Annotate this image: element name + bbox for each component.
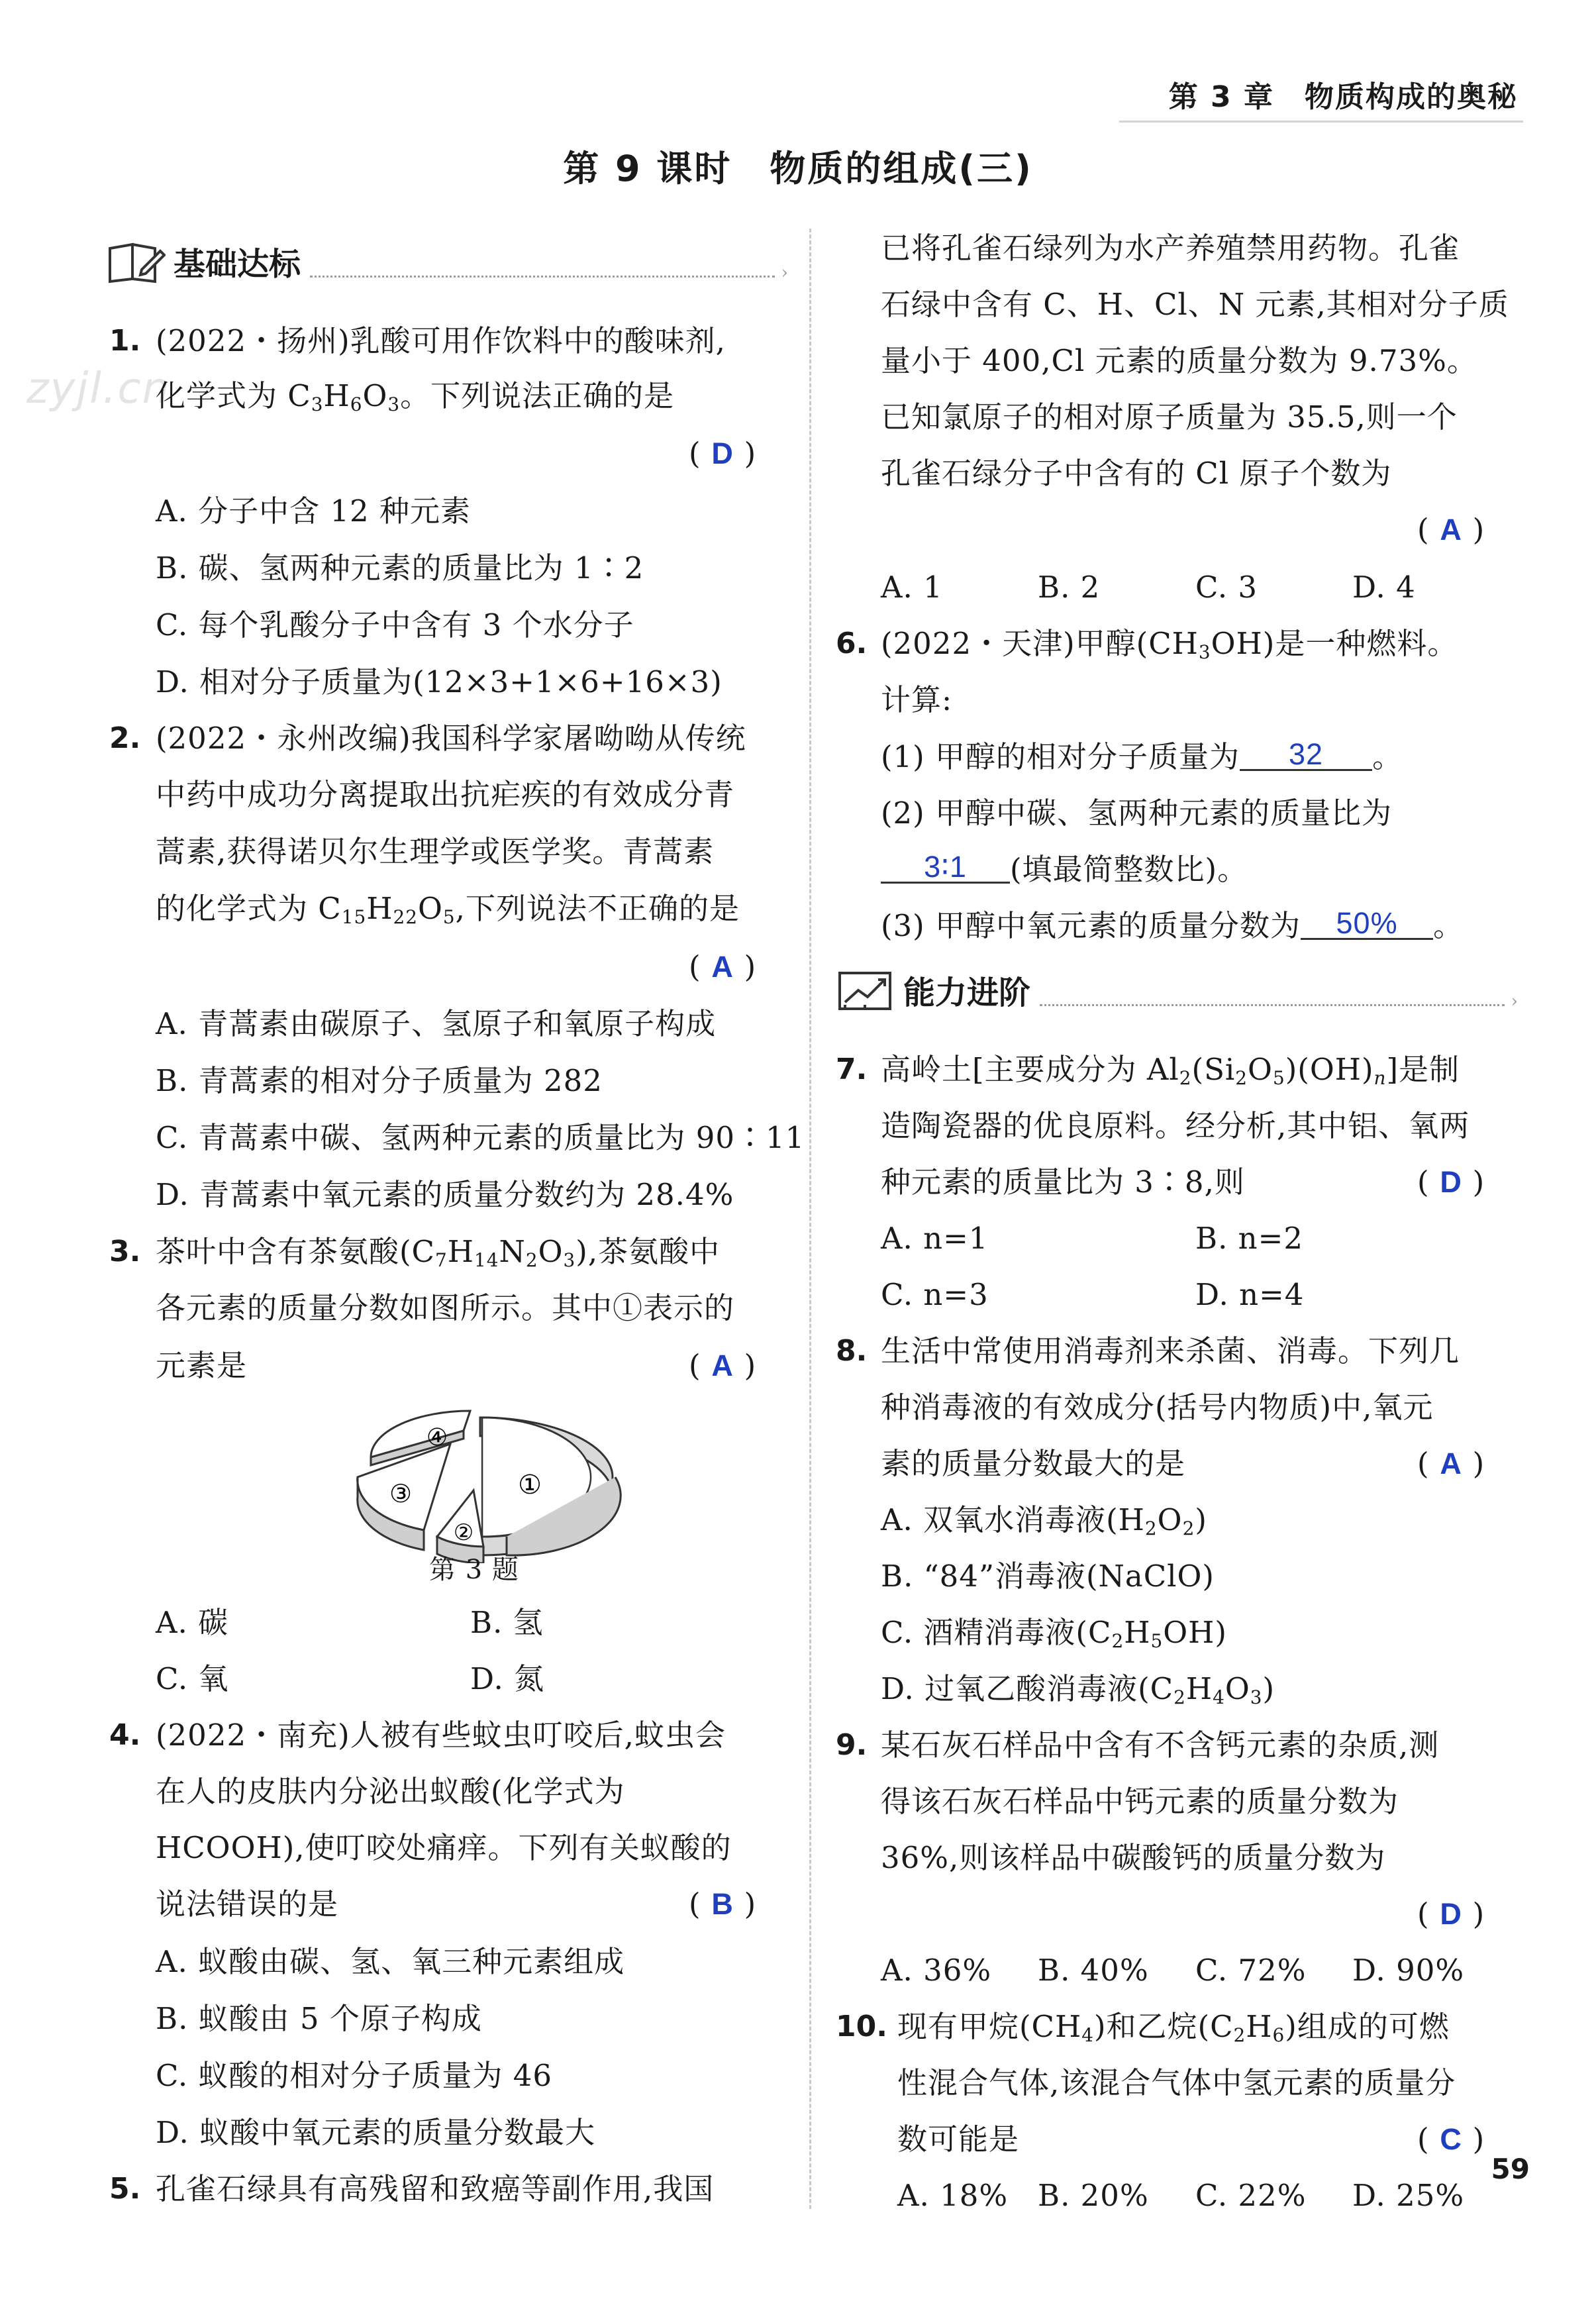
q5-line1: 孔雀石绿具有高残留和致癌等副作用,我国 <box>156 2171 715 2206</box>
pie-label-3: ③ <box>389 1479 413 1508</box>
q3-line1: 茶叶中含有茶氨酸$(C_7H_{14}N_2O_3)$,茶氨酸中 <box>156 1234 721 1271</box>
q9-number: 9. <box>836 1728 868 1762</box>
q7-answer: ( D ) <box>1417 1164 1485 1200</box>
header-rule <box>1119 121 1523 123</box>
q9-option-a: A. 36% <box>881 1953 992 1988</box>
q2-line1: (2022・永州改编)我国科学家屠呦呦从传统 <box>156 721 746 756</box>
chapter-header: 第 3 章 物质构成的奥秘 <box>1168 80 1518 114</box>
q7-number: 7. <box>836 1053 868 1086</box>
q2-option-b: B. 青蒿素的相对分子质量为 282 <box>156 1063 603 1098</box>
q6-line1: (2022・天津)甲醇$(CH_3OH)$是一种燃料。 <box>881 626 1458 663</box>
q6-sub3: (3) 甲醇中氧元素的质量分数为 50% 。 <box>881 906 1464 943</box>
q4-number: 4. <box>109 1718 141 1752</box>
q10-line1: 现有甲烷$(CH_4)$和乙烷$(C_2H_6)$组成的可燃 <box>897 2009 1450 2046</box>
q5-number: 5. <box>109 2172 141 2206</box>
q9-line3: 36%,则该样品中碳酸钙的质量分数为 <box>881 1840 1386 1875</box>
q8-line1: 生活中常使用消毒剂来杀菌、消毒。下列几 <box>881 1333 1460 1368</box>
q1-answer: ( D ) <box>689 436 756 471</box>
q9-option-c: C. 72% <box>1195 1953 1307 1988</box>
q4-option-c: C. 蚁酸的相对分子质量为 46 <box>156 2058 553 2093</box>
q6-sub1-answer: 32 <box>1240 740 1372 771</box>
q2-option-d: D. 青蒿素中氧元素的质量分数约为 28.4% <box>156 1177 734 1212</box>
q5-line4: 量小于 400,Cl 元素的质量分数为 9.73%。 <box>881 343 1477 378</box>
q10-option-b: B. 20% <box>1038 2178 1149 2213</box>
q6-sub1: (1) 甲醇的相对分子质量为 32 。 <box>881 737 1403 774</box>
q4-line2: 在人的皮肤内分泌出蚁酸(化学式为 <box>156 1774 625 1809</box>
q4-option-d: D. 蚁酸中氧元素的质量分数最大 <box>156 2115 596 2150</box>
q3-option-a: A. 碳 <box>156 1605 229 1640</box>
q3-answer: ( A ) <box>689 1348 756 1383</box>
q2-line3: 蒿素,获得诺贝尔生理学或医学奖。青蒿素 <box>156 834 715 869</box>
q5-line5: 已知氯原子的相对原子质量为 35.5,则一个 <box>881 399 1458 435</box>
q8-option-a: A. 双氧水消毒液$(H_2O_2)$ <box>881 1502 1207 1539</box>
column-divider <box>809 229 811 2209</box>
pie-label-2: ② <box>453 1519 474 1546</box>
q5-option-a: A. 1 <box>881 570 943 605</box>
q7-option-a: A. n=1 <box>881 1221 989 1256</box>
q6-sub2-line1: (2) 甲醇中碳、氢两种元素的质量比为 <box>881 796 1393 831</box>
q2-option-a: A. 青蒿素由碳原子、氢原子和氧原子构成 <box>156 1006 717 1041</box>
q5-option-b: B. 2 <box>1038 570 1101 605</box>
growth-chart-icon <box>836 968 895 1013</box>
q7-line1: 高岭土[主要成分为 $Al_2(Si_2O_5)(OH)_n$]是制 <box>881 1052 1460 1089</box>
section-advanced-title: 能力进阶 <box>903 974 1031 1011</box>
book-icon <box>106 239 166 284</box>
q5-line2: 已将孔雀石绿列为水产养殖禁用药物。孔雀 <box>881 231 1460 266</box>
q3-option-d: D. 氮 <box>470 1661 545 1696</box>
pie-label-1: ① <box>518 1470 542 1500</box>
q7-option-d: D. n=4 <box>1195 1277 1305 1312</box>
section-basic <box>106 238 788 284</box>
q10-option-d: D. 25% <box>1352 2178 1465 2213</box>
q4-line1: (2022・南充)人被有些蚊虫叮咬后,蚊虫会 <box>156 1718 726 1753</box>
q9-option-b: B. 40% <box>1038 1953 1149 1988</box>
q2-line2: 中药中成功分离提取出抗疟疾的有效成分青 <box>156 777 735 812</box>
q8-option-b: B. “84”消毒液(NaClO) <box>881 1559 1215 1594</box>
q9-line1: 某石灰石样品中含有不含钙元素的杂质,测 <box>881 1727 1440 1763</box>
q2-number: 2. <box>109 721 141 755</box>
q8-line2: 种消毒液的有效成分(括号内物质)中,氧元 <box>881 1390 1434 1425</box>
q2-line4: 的化学式为 $C_{15}H_{22}O_5$,下列说法不正确的是 <box>156 891 740 928</box>
section-advanced <box>836 967 1518 1013</box>
q7-option-b: B. n=2 <box>1195 1221 1303 1256</box>
q8-line3: 素的质量分数最大的是 <box>881 1446 1186 1481</box>
q1-line1: (2022・扬州)乳酸可用作饮料中的酸味剂, <box>156 323 726 358</box>
watermark: zyjl.cn <box>26 364 171 413</box>
q10-option-a: A. 18% <box>897 2178 1009 2213</box>
section-basic-title: 基础达标 <box>174 246 301 283</box>
chevron-right-icon: › <box>781 263 788 283</box>
q6-sub2-line2: 3∶1 (填最简整数比)。 <box>881 850 1248 890</box>
q6-sub2-answer: 3∶1 <box>881 852 1010 884</box>
q5-line6: 孔雀石绿分子中含有的 Cl 原子个数为 <box>881 456 1392 491</box>
q3-pie-figure <box>344 1404 623 1563</box>
pie-label-4: ④ <box>426 1424 448 1451</box>
q10-line2: 性混合气体,该混合气体中氢元素的质量分 <box>897 2065 1456 2100</box>
q5-line3: 石绿中含有 C、H、Cl、N 元素,其相对分子质 <box>881 287 1509 322</box>
lesson-title: 第 9 课时 物质的组成(三) <box>563 148 1033 189</box>
section-advanced-rule <box>1040 1004 1505 1006</box>
q1-option-c: C. 每个乳酸分子中含有 3 个水分子 <box>156 607 634 642</box>
page-number: 59 <box>1491 2153 1530 2185</box>
q6-line2: 计算: <box>881 682 953 717</box>
q4-line3: HCOOH),使叮咬处痛痒。下列有关蚁酸的 <box>156 1830 732 1865</box>
q5-option-c: C. 3 <box>1195 570 1258 605</box>
q4-answer: ( B ) <box>689 1886 756 1922</box>
q4-option-b: B. 蚁酸由 5 个原子构成 <box>156 2001 482 2036</box>
q1-option-b: B. 碳、氢两种元素的质量比为 1∶2 <box>156 550 644 586</box>
q3-caption: 第 3 题 <box>429 1555 519 1585</box>
q3-number: 3. <box>109 1235 141 1268</box>
q5-answer: ( A ) <box>1417 512 1485 547</box>
q2-option-c: C. 青蒿素中碳、氢两种元素的质量比为 90∶11 <box>156 1120 805 1155</box>
q10-line3: 数可能是 <box>897 2122 1020 2157</box>
q3-line3: 元素是 <box>156 1348 248 1383</box>
q2-answer: ( A ) <box>689 949 756 984</box>
q6-number: 6. <box>836 627 868 660</box>
q7-line2: 造陶瓷器的优良原料。经分析,其中铝、氧两 <box>881 1108 1470 1143</box>
q5-option-d: D. 4 <box>1352 570 1416 605</box>
q3-line2: 各元素的质量分数如图所示。其中①表示的 <box>156 1290 735 1325</box>
q8-option-c: C. 酒精消毒液$(C_2H_5OH)$ <box>881 1615 1227 1652</box>
q6-sub3-answer: 50% <box>1301 909 1433 940</box>
q1-option-a: A. 分子中含 12 种元素 <box>156 493 471 529</box>
q7-option-c: C. n=3 <box>881 1277 989 1312</box>
q3-option-b: B. 氢 <box>470 1605 544 1640</box>
q8-option-d: D. 过氧乙酸消毒液$(C_2H_4O_3)$ <box>881 1671 1275 1708</box>
q1-number: 1. <box>109 324 141 358</box>
q9-line2: 得该石灰石样品中钙元素的质量分数为 <box>881 1784 1399 1819</box>
q7-line3: 种元素的质量比为 3∶8,则 <box>881 1164 1245 1200</box>
q9-answer: ( D ) <box>1417 1896 1485 1931</box>
q10-option-c: C. 22% <box>1195 2178 1307 2213</box>
section-basic-rule <box>310 276 775 278</box>
pie-slice-1 <box>480 1417 621 1555</box>
q4-option-a: A. 蚁酸由碳、氢、氧三种元素组成 <box>156 1944 625 1979</box>
q8-number: 8. <box>836 1334 868 1368</box>
q10-answer: ( C ) <box>1417 2122 1485 2157</box>
q1-line2: 化学式为 $C_3H_6O_3$。下列说法正确的是 <box>156 378 675 415</box>
q4-line4: 说法错误的是 <box>156 1886 339 1922</box>
q10-number: 10. <box>836 2010 887 2043</box>
q9-option-d: D. 90% <box>1352 1953 1465 1988</box>
q1-option-d: D. 相对分子质量为(12×3+1×6+16×3) <box>156 664 723 699</box>
chevron-right-icon: › <box>1511 992 1518 1011</box>
q8-answer: ( A ) <box>1417 1446 1485 1481</box>
q3-option-c: C. 氧 <box>156 1661 229 1696</box>
